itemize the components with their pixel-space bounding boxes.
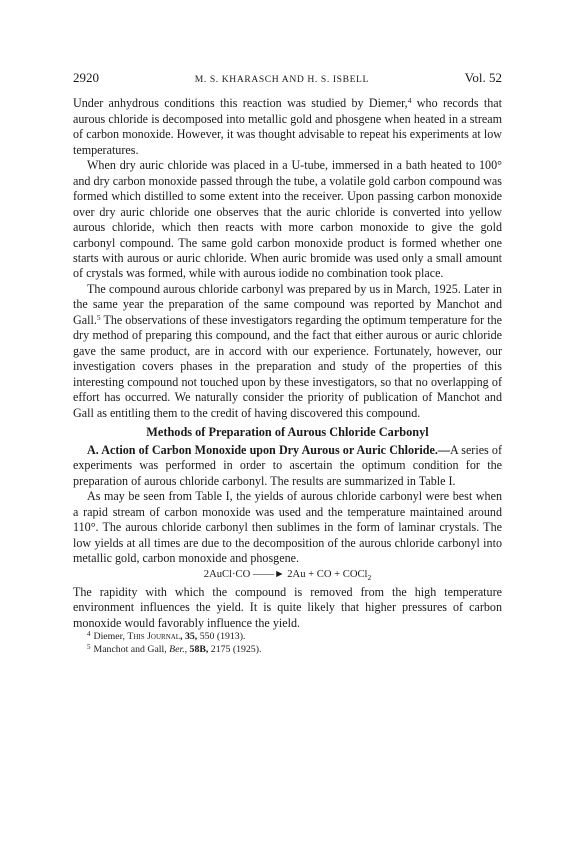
section-heading: Methods of Preparation of Aurous Chloride Carbonyl bbox=[146, 424, 429, 439]
page-header bbox=[73, 70, 502, 87]
running-head-authors: M. S. KHARASCH AND H. S. ISBELL bbox=[194, 74, 369, 85]
paragraph-6: The rapidity with which the compound is removed from the high temperature environment influences the yield. It is quite likely that higher pressures of carbon monoxide would favorably influence the yield. bbox=[73, 584, 502, 630]
footnote-ref-5: 5 bbox=[96, 312, 101, 322]
page-number: 2920 bbox=[73, 70, 99, 85]
footnotes bbox=[73, 631, 502, 657]
reaction-arrow: ——► bbox=[250, 568, 288, 580]
paragraph-5: As may be seen from Table I, the yields of aurous chloride carbonyl were best when a rapid stream of carbon monoxide was used and the temperature maintained around 110°. The aurous chloride carbonyl then sublimes in the form of laminar crystals. The low yields at all times are due to the decomposition of the aurous chloride carbonyl into metallic gold, carbon monoxide and phosgene. bbox=[73, 489, 502, 566]
paragraph-3: The compound aurous chloride carbonyl was prepared by us in March, 1925. Later in the same year the preparation of the same compound was reported by Manchot and Gall.$^5$ The observations of these investigators regarding the optimum temperature for the dry method of preparing this compound, and the fact that either aurous or auric chloride gave the same product, are in accord with our experience. Fortunately, however, our investigation covers phases in the preparation and study of the properties of this interesting compound not touched upon by these investigators, so that no overlapping of effort has occurred. We naturally consider the priority of publication of Manchot and Gall as entitling them to the credit of having discovered this compound. bbox=[73, 281, 502, 420]
paragraph-1: Under anhydrous conditions this reaction was studied by Diemer,$^4$ who records that aurous chloride is decomposed into metallic gold and phosgene when heated in a stream of carbon monoxide. However, it was thought advisable to repeat his experiments at low temperatures. bbox=[73, 96, 502, 157]
paragraph-4: A. Action of Carbon Monoxide upon Dry Aurous or Auric Chloride.—A series of experiments was performed in order to ascertain the optimum condition for the preparation of aurous chloride carbonyl. The results are summarized in Table I. bbox=[73, 442, 502, 488]
footnote: $^4$ Diemer, This Journal, 35, 550 (1913). bbox=[87, 630, 246, 643]
subsection-heading: A. Action of Carbon Monoxide upon Dry Aurous or Auric Chloride.— bbox=[87, 442, 451, 457]
chemical-equation: 2AuCl·CO ——► 2Au + CO + COCl$_2$ bbox=[203, 568, 372, 582]
volume-label: Vol. 52 bbox=[464, 70, 502, 85]
footnote-ref-4: 4 bbox=[407, 96, 412, 106]
footnote: $^5$ Manchot and Gall, Ber., 58B, 2175 (1925). bbox=[87, 642, 262, 655]
paragraph-2: When dry auric chloride was placed in a U-tube, immersed in a bath heated to 100° and dry carbon monoxide passed through the tube, a volatile gold carbon compound was formed which distilled to some extent into the receiver. Upon passing carbon monoxide over dry auric chloride one observes that the auric chloride is converted into yellow aurous chloride, which then reacts with more carbon monoxide to give the gold carbonyl compound. The same gold carbon monoxide product is formed whether one starts with aurous or auric chloride. When auric bromide was used only a small amount of crystals was formed, while with aurous iodide no combination took place. bbox=[73, 158, 502, 281]
